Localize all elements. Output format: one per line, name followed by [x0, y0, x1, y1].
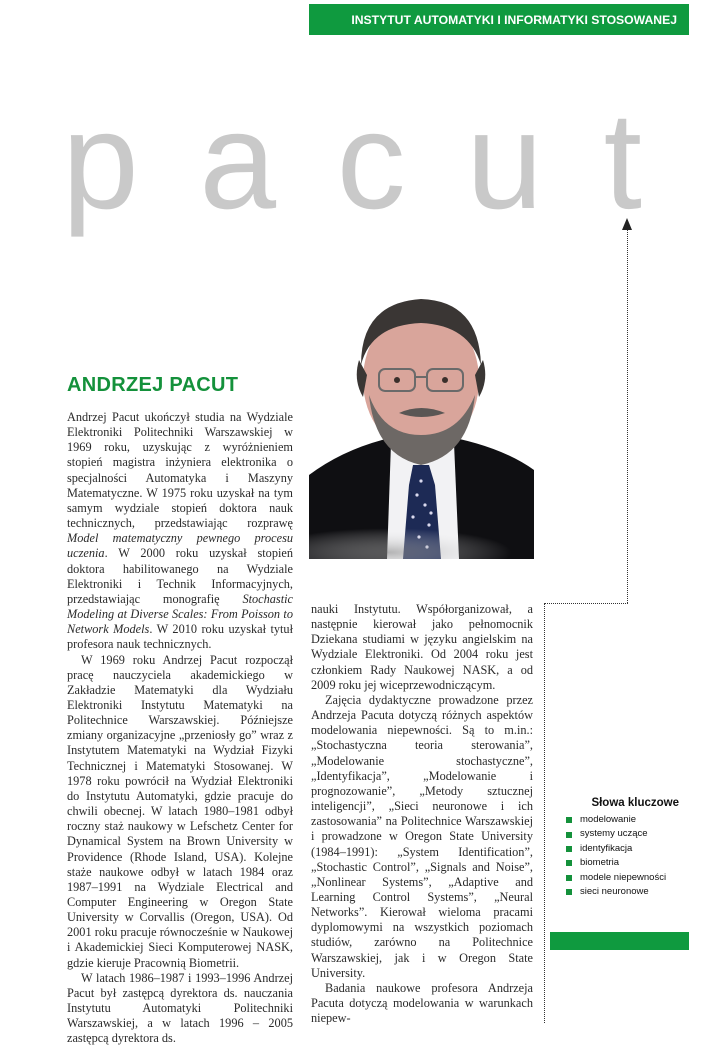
- accent-bar: [550, 932, 689, 950]
- keywords-title: Słowa kluczowe: [591, 797, 679, 809]
- bullet-square-icon: [566, 860, 572, 866]
- portrait-icon: [309, 285, 534, 559]
- body-text: Badania naukowe profesora Andrzeja Pacuta dotyczą modelowania w warunkach niepew-: [311, 980, 533, 1026]
- hero-letter: u: [466, 84, 544, 238]
- arrow-up-icon: [622, 218, 632, 230]
- article-paragraph: [67, 971, 293, 1047]
- body-text: W 1969 roku Andrzej Pacut rozpoczął pracę nauczyciela akademickiego w Zakładzie Matematyki dla Wydziału Elektroniki Instytutu Matematyki na Politechnice Warszawskiej. Późniejsze zmiany organizacyjne „przeniosły go” wraz z Instytutem Matematyki na Wydział Fizyki Technicznej i Matematyki Stosowanej. W 1978 roku powrócił na Wydział Elektroniki do Instytutu Automatyki, gdzie pracuje do chwili obecnej. W latach 1980–1981 odbył roczny staż naukowy w Lefschetz Center for Dynamical System na Brown University w Providence (Rhode Island, USA). Kolejne staże naukowe odbył w latach 1984 oraz 1987–1991 na Wydziale Electrical and Computer Engineering w Oregon State University w Corvallis (Oregon, USA). Od 2001 roku pracuje równocześnie w Naukowej i Akademickiej Sieci Komputerowej NASK, gdzie kieruje Pracownią Biometrii.: [67, 652, 293, 970]
- keyword-label: identyfikacja: [580, 842, 633, 854]
- body-text: Zajęcia dydaktyczne prowadzone przez Andrzeja Pacuta dotyczą różnych aspektów modelowania niepewności. Są to m.in.: „Stochastyczna teoria sterowania”, „Modelowanie stochastyczne”, „Identyfikacja”, „Modelowanie i prognozowanie”, „Metody sztucznej inteligencji”, „Sieci neuronowe i ich zastosowania” na Politechnice Warszawskiej i prowadzone w Oregon State University (1984–1991): „System Identification”, „Stochastic Control”, „Signals and Noise”, „Nonlinear Systems”, „Adaptive and Learning Control Systems”, „Neural Networks”. Kierował wieloma pracami dyplomowymi na wszystkich poziomach studiów, zarówno na Politechnice Warszawskiej, jak i w Oregon State University.: [311, 692, 533, 980]
- body-text: . W 2000 roku uzyskał stopień doktora habilitowanego na Wydziale Elektroniki i Technik Informacyjnych, przedstawiając monografię: [67, 546, 293, 606]
- keyword-item: [566, 827, 691, 841]
- bullet-square-icon: [566, 817, 572, 823]
- article-paragraph: [67, 410, 293, 653]
- bullet-square-icon: [566, 875, 572, 881]
- keyword-label: modelowanie: [580, 814, 636, 825]
- article-paragraph: [311, 602, 533, 693]
- body-text: Andrzej Pacut ukończył studia na Wydziale Elektroniki Politechniki Warszawskiej w 1969 roku, uzyskując z wyróżnieniem stopień magistra inżyniera elektronika o specjalności Automatyka i Maszyny Matematyczne. W 1975 roku uzyskał na tym samym wydziale stopień doktora nauk technicznych, przedstawiając rozprawę: [67, 410, 293, 531]
- keyword-item: [566, 885, 691, 899]
- keyword-item: [566, 856, 691, 870]
- body-text: W latach 1986–1987 i 1993–1996 Andrzej Pacut był zastępcą dyrektora ds. nauczania Instytutu Automatyki Politechniki Warszawskiej, a w latach 1996 – 2005 zastępcą dyrektora ds.: [67, 970, 293, 1046]
- keyword-label: sieci neuronowe: [580, 886, 649, 898]
- body-text: . W 2010 roku uzyskał tytuł profesora nauk technicznych.: [67, 622, 293, 652]
- person-name: ANDRZEJ PACUT: [67, 374, 239, 396]
- article-paragraph: [311, 693, 533, 981]
- article-paragraph: [311, 981, 533, 1026]
- dotted-guide-line: [627, 230, 628, 603]
- article-paragraph: [67, 653, 293, 971]
- hero-surname-letters: [62, 84, 642, 238]
- hero-letter: t: [603, 84, 642, 238]
- article-column-right: [311, 602, 533, 1026]
- dotted-guide-line: [544, 603, 545, 1023]
- keyword-label: biometria: [580, 857, 620, 869]
- bullet-square-icon: [566, 889, 572, 895]
- header-bar: [309, 4, 689, 35]
- keyword-label: systemy uczące: [580, 828, 648, 840]
- italic-title-text: Stochastic Modeling at Diverse Scales: From Poisson to Network Models: [67, 591, 293, 637]
- bullet-square-icon: [566, 846, 572, 852]
- bullet-square-icon: [566, 832, 572, 838]
- keyword-item: [566, 813, 691, 827]
- body-text: nauki Instytutu. Współorganizował, a następnie kierował jako pełnomocnik Dziekana studiami w języku angielskim na Wydziale Elektroniki. Od 2004 roku jest członkiem Rady Naukowej NASK, a od 2009 roku jej wiceprzewodniczącym.: [311, 602, 533, 692]
- hero-letter: p: [62, 84, 139, 238]
- keyword-label: modele niepewności: [580, 871, 667, 883]
- institute-name: INSTYTUT AUTOMATYKI I INFORMATYKI STOSOWANEJ: [351, 12, 677, 27]
- keyword-item: [566, 842, 691, 856]
- hero-letter: c: [336, 84, 406, 238]
- hero-letter: a: [199, 84, 277, 238]
- keyword-item: [566, 871, 691, 885]
- dotted-guide-line: [544, 603, 628, 604]
- portrait-photo: [309, 285, 534, 559]
- italic-title-text: Model matematyczny pewnego procesu uczenia: [67, 531, 293, 561]
- keywords-box: [566, 797, 691, 899]
- article-column-left: [67, 410, 293, 1047]
